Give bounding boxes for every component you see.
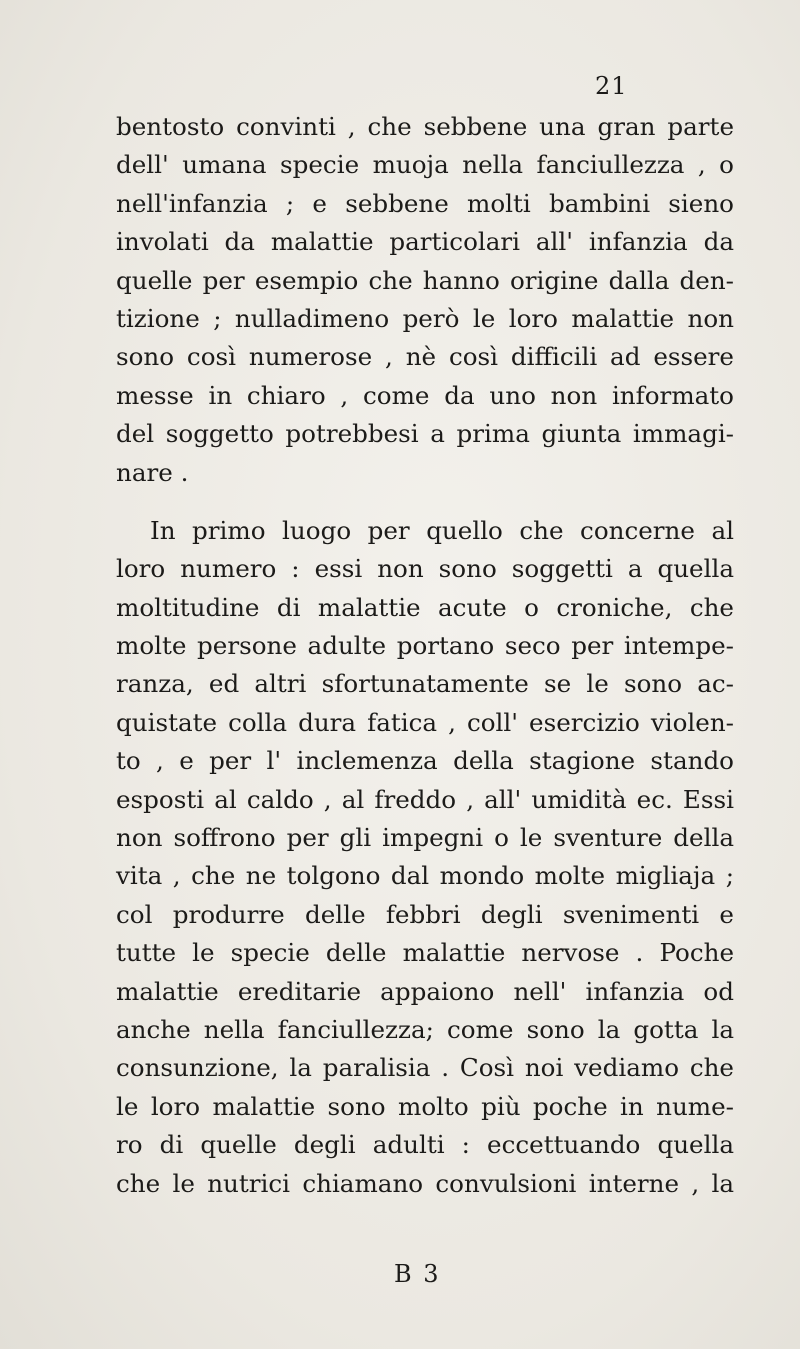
text-line: ro di quelle degli adulti : eccettuando quella <box>116 1130 734 1160</box>
text-line: vita , che ne tolgono dal mondo molte migliaja ; <box>116 861 734 891</box>
text-line: che le nutrici chiamano convulsioni interne , la <box>116 1168 734 1198</box>
text-line: malattie ereditarie appaiono nell' infanzia od <box>116 976 734 1006</box>
text-line: bentosto convinti , che sebbene una gran parte <box>116 112 734 141</box>
page-number: 21 <box>595 72 628 100</box>
text-line: dell' umana specie muoja nella fanciullezza , o <box>116 150 734 180</box>
text-line: molte persone adulte portano seco per intempe- <box>116 631 734 661</box>
text-line: col produrre delle febbri degli svenimenti e <box>116 899 734 929</box>
body-text <box>116 108 734 1203</box>
text-line: anche nella fanciullezza; come sono la gotta la <box>116 1014 734 1044</box>
signature-mark: B 3 <box>394 1260 441 1288</box>
text-line: esposti al caldo , al freddo , all' umidità ec. Essi <box>116 784 734 814</box>
text-line: ranza, ed altri sfortunatamente se le sono ac- <box>116 669 734 699</box>
text-line: nare . <box>116 457 189 487</box>
text-line: tutte le specie delle malattie nervose . Poche <box>116 938 734 968</box>
text-line: del soggetto potrebbesi a prima giunta immagi- <box>116 419 734 449</box>
text-line: quelle per esempio che hanno origine dalla den- <box>116 265 734 295</box>
text-line: loro numero : essi non sono soggetti a quella <box>116 554 734 584</box>
text-line: nell'infanzia ; e sebbene molti bambini sieno <box>116 188 734 218</box>
text-line: moltitudine di malattie acute o croniche, che <box>116 592 734 622</box>
text-line: non soffrono per gli impegni o le sventure della <box>116 823 734 853</box>
paragraph-1 <box>116 108 734 492</box>
paragraph-2 <box>116 512 734 1203</box>
text-line: to , e per l' inclemenza della stagione stando <box>116 746 734 776</box>
text-line: involati da malattie particolari all' infanzia da <box>116 227 734 257</box>
text-line: quistate colla dura fatica , coll' esercizio violen- <box>116 707 734 737</box>
paragraph-gap <box>116 492 734 512</box>
text-line: sono così numerose , nè così difficili ad essere <box>116 342 734 372</box>
text-line: messe in chiaro , come da uno non informato <box>116 380 734 410</box>
text-line: In primo luogo per quello che concerne al <box>150 515 734 545</box>
text-line: consunzione, la paralisia . Così noi vediamo che <box>116 1053 734 1083</box>
text-line: le loro malattie sono molto più poche in nume- <box>116 1091 734 1121</box>
text-line: tizione ; nulladimeno però le loro malattie non <box>116 303 734 333</box>
